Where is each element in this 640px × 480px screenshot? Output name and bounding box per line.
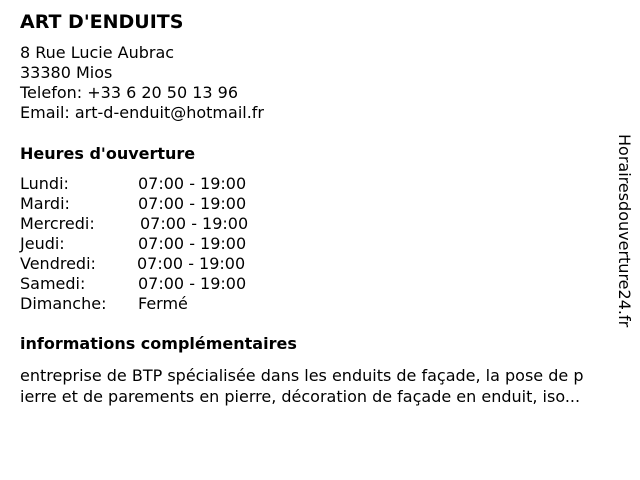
hours-day: Vendredi: [20,254,96,273]
additional-info-text [20,365,632,407]
opening-hours-heading: Heures d'ouverture [20,144,196,163]
hours-day: Samedi: [20,274,86,293]
business-name: ART D'ENDUITS [20,11,184,33]
hours-time: 07:00 - 19:00 [138,234,247,253]
additional-info-heading: informations complémentaires [20,334,297,353]
contact-block [20,43,264,123]
site-watermark: Horairesdouverture24.fr [615,134,634,328]
hours-time: 07:00 - 19:00 [138,274,247,293]
hours-time: 07:00 - 19:00 [138,194,247,213]
hours-day: Jeudi: [20,234,65,253]
hours-time: 07:00 - 19:00 [138,174,247,193]
hours-day: Mercredi: [20,214,95,233]
hours-row-monday [20,174,280,194]
hours-row-sunday [20,294,280,314]
hours-day: Lundi: [20,174,69,193]
hours-row-saturday [20,274,280,294]
hours-time: 07:00 - 19:00 [137,254,246,273]
hours-day: Mardi: [20,194,70,213]
hours-time: 07:00 - 19:00 [140,214,249,233]
opening-hours-table [20,174,280,314]
phone-number: Telefon: +33 6 20 50 13 96 [20,83,239,102]
hours-day: Dimanche: [20,294,107,313]
email-address: Email: art-d-enduit@hotmail.fr [20,103,265,122]
hours-row-tuesday [20,194,280,214]
hours-row-thursday [20,234,280,254]
address-city: 33380 Mios [20,63,113,82]
hours-row-wednesday [20,214,280,234]
address-street: 8 Rue Lucie Aubrac [20,43,175,62]
info-line-1: entreprise de BTP spécialisée dans les enduits de façade, la pose de p [20,366,584,385]
hours-row-friday [20,254,280,274]
hours-time: Fermé [138,294,188,313]
info-line-2: ierre et de parements en pierre, décoration de façade en enduit, iso... [20,387,581,406]
